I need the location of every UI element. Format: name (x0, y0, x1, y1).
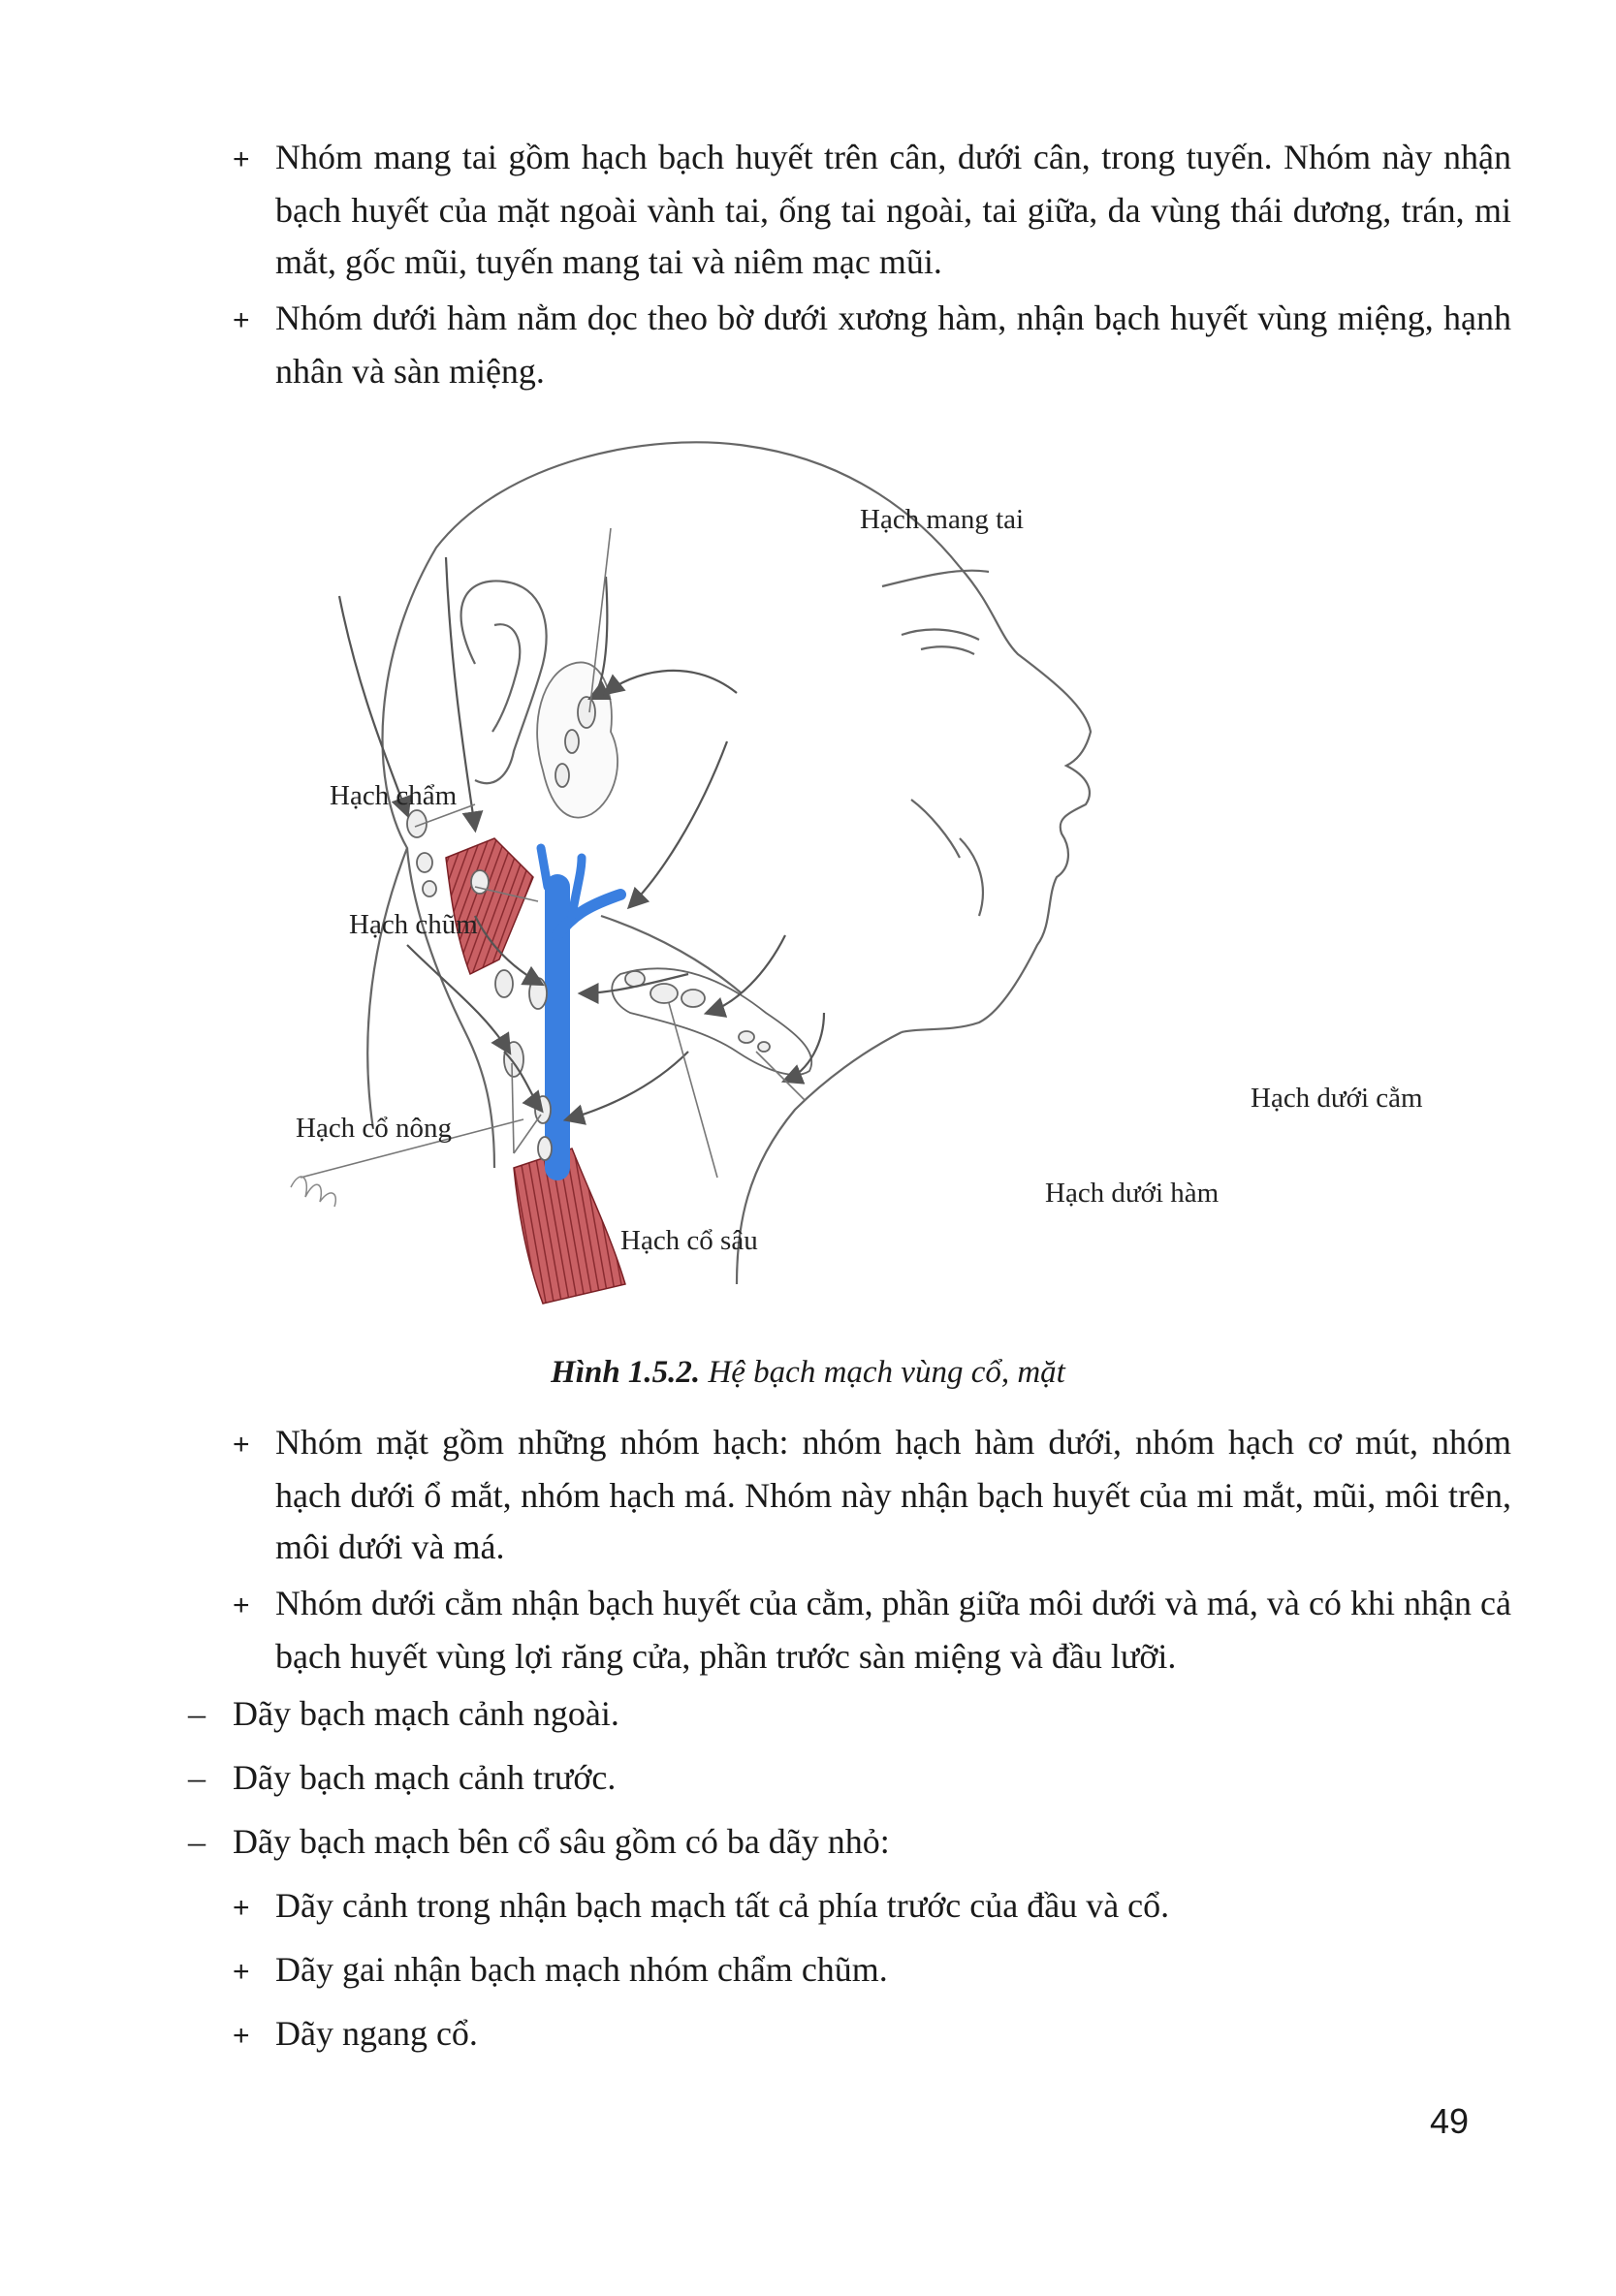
label-hach-duoi-cam: Hạch dưới cằm (1251, 1083, 1423, 1114)
plus-marker: + (233, 143, 250, 175)
caption-text: Hệ bạch mạch vùng cổ, mặt (700, 1355, 1065, 1390)
label-hach-chum: Hạch chũm (349, 909, 478, 940)
paragraph-canh-ngoai (188, 1688, 1512, 1740)
paragraph-duoi-ham (233, 293, 1511, 397)
paragraph-text: Dãy bạch mạch cảnh ngoài. (233, 1694, 619, 1733)
paragraph-text: Nhóm dưới hàm nằm dọc theo bờ dưới xương hàm, nhận bạch huyết vùng miệng, hạnh nhân và sàn miệng. (275, 299, 1511, 391)
paragraph-day-gai (233, 1944, 1511, 1997)
paragraph-canh-truoc (188, 1752, 1512, 1804)
paragraph-canh-trong (233, 1880, 1511, 1934)
plus-marker: + (233, 1956, 250, 1988)
plus-marker: + (233, 1429, 250, 1461)
paragraph-text: Dãy cảnh trong nhận bạch mạch tất cả phía trước của đầu và cổ. (275, 1886, 1170, 1925)
label-hach-co-sau: Hạch cổ sâu (620, 1225, 758, 1256)
dash-marker: – (188, 1822, 206, 1861)
plus-marker: + (233, 1892, 250, 1924)
paragraph-ben-co-sau (188, 1816, 1512, 1868)
dash-marker: – (188, 1758, 206, 1797)
muscle-upper (446, 838, 533, 974)
muscle-lower (514, 1148, 625, 1304)
caption-number: Hình 1.5.2. (551, 1355, 701, 1390)
page-number: 49 (1429, 2101, 1469, 2141)
paragraph-text: Dãy gai nhận bạch mạch nhóm chẩm chũm. (275, 1950, 888, 1989)
paragraph-text: Nhóm mặt gồm những nhóm hạch: nhóm hạch hàm dưới, nhóm hạch cơ mút, nhóm hạch dưới ổ mắt, nhóm hạch má. Nhóm này nhận bạch huyết của mi mắt, mũi, môi trên, môi dưới và má. (275, 1423, 1511, 1566)
vein (541, 848, 620, 1168)
lymph-head-neck-figure (281, 431, 1423, 1323)
paragraph-text: Dãy bạch mạch cảnh trước. (233, 1758, 617, 1797)
label-hach-duoi-ham: Hạch dưới hàm (1045, 1178, 1220, 1209)
paragraph-nhom-mat (233, 1417, 1511, 1573)
paragraph-ngang-co (233, 2008, 1511, 2061)
paragraph-mang-tai (233, 132, 1511, 288)
paragraph-text: Dãy bạch mạch bên cổ sâu gồm có ba dãy nhỏ: (233, 1822, 890, 1861)
paragraph-duoi-cam (233, 1578, 1511, 1683)
dash-marker: – (188, 1694, 206, 1733)
paragraph-text: Nhóm mang tai gồm hạch bạch huyết trên cân, dưới cân, trong tuyến. Nhóm này nhận bạch huyết của mặt ngoài vành tai, ống tai ngoài, tai giữa, da vùng thái dương, trán, mi mắt, gốc mũi, tuyến mang tai và niêm mạc mũi. (275, 138, 1511, 281)
label-hach-cham: Hạch chẩm (330, 780, 458, 811)
artist-signature (291, 1177, 335, 1207)
plus-marker: + (233, 2020, 250, 2052)
label-hach-co-nong: Hạch cổ nông (296, 1113, 453, 1144)
paragraph-text: Nhóm dưới cằm nhận bạch huyết của cằm, phần giữa môi dưới và má, và có khi nhận cả bạch huyết vùng lợi răng cửa, phần trước sàn miệng và đầu lưỡi. (275, 1584, 1511, 1676)
label-hach-mang-tai: Hạch mang tai (860, 504, 1025, 535)
paragraph-text: Dãy ngang cổ. (275, 2014, 478, 2053)
plus-marker: + (233, 1589, 250, 1621)
figure-caption (0, 1355, 1616, 1391)
plus-marker: + (233, 304, 250, 336)
